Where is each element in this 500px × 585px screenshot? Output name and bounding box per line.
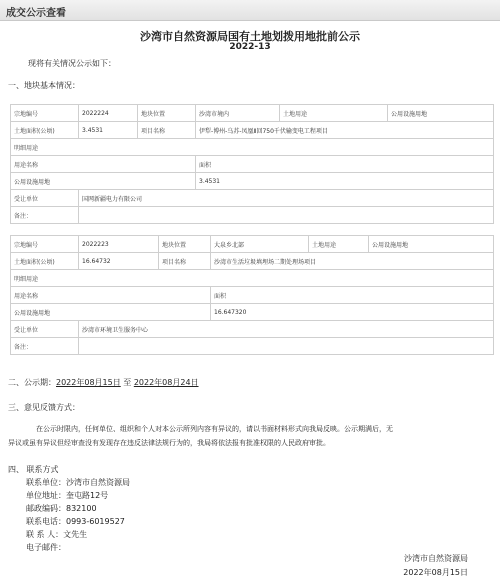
- table-row: [11, 190, 494, 207]
- parcel-location: 沙湾市境内: [196, 105, 280, 122]
- table-row: [11, 173, 494, 190]
- cell-label: 面积: [196, 156, 494, 173]
- detail-use: 公用设施用地: [11, 304, 211, 321]
- period-label: 二、公示期：: [8, 378, 56, 387]
- table-row: [11, 270, 494, 287]
- cell-label: 项目名称: [138, 122, 196, 139]
- intro-text: 现将有关情况公示如下：: [28, 59, 116, 68]
- transferee-unit: 沙湾市环境卫生服务中心: [79, 321, 494, 338]
- detail-area: 16.647320: [211, 304, 494, 321]
- contact-label: 联系电话：: [26, 517, 66, 526]
- cell-label: 明细用途: [11, 270, 494, 287]
- cell-label: 受让单位: [11, 321, 79, 338]
- document-number: 2022-13: [229, 42, 271, 52]
- contact-unit: [26, 477, 130, 488]
- cell-label: 项目名称: [159, 253, 211, 270]
- parcel-number: 2022223: [79, 236, 159, 253]
- contact-value: 0993-6019527: [66, 517, 125, 526]
- cell-label: 地块位置: [159, 236, 211, 253]
- table-row: [11, 321, 494, 338]
- section-3-heading: 三、意见反馈方式：: [8, 403, 80, 412]
- cell-label: 土地面积(公顷): [11, 253, 79, 270]
- cell-label: 备注：: [11, 207, 79, 224]
- contact-label: 邮政编码：: [26, 504, 66, 513]
- section-1-heading: 一、地块基本情况：: [8, 81, 80, 90]
- note-value: [79, 207, 494, 224]
- parcel-use: 公用设施用地: [388, 105, 494, 122]
- signature-date: 2022年08月15日: [403, 568, 468, 577]
- cell-label: 地块位置: [138, 105, 196, 122]
- cell-label: 受让单位: [11, 190, 79, 207]
- detail-area: 3.4531: [196, 173, 494, 190]
- contact-value: 沙湾市自然资源局: [66, 478, 130, 487]
- period-to: 至: [123, 378, 132, 387]
- parcel-number: 2022224: [79, 105, 138, 122]
- cell-label: 面积: [211, 287, 494, 304]
- signature-org: 沙湾市自然资源局: [404, 554, 468, 563]
- parcel-use: 公用设施用地: [369, 236, 494, 253]
- cell-label: 用途名称: [11, 287, 211, 304]
- contact-value: 832100: [66, 504, 97, 513]
- transferee-unit: 国网新疆电力有限公司: [79, 190, 494, 207]
- parcel-table-1: [10, 104, 494, 224]
- contact-postcode: [26, 503, 97, 514]
- cell-label: 明细用途: [11, 139, 494, 156]
- cell-label: 土地面积(公顷): [11, 122, 79, 139]
- table-row: [11, 105, 494, 122]
- parcel-area: 3.4531: [79, 122, 138, 139]
- contact-value: 奎屯路12号: [66, 491, 109, 500]
- table-row: [11, 236, 494, 253]
- table-row: [11, 156, 494, 173]
- cell-label: 宗地编号: [11, 105, 79, 122]
- cell-label: 土地用途: [309, 236, 369, 253]
- table-row: [11, 139, 494, 156]
- parcel-area: 16.64732: [79, 253, 159, 270]
- cell-label: 用途名称: [11, 156, 196, 173]
- contact-label: 联 系 人：: [26, 530, 64, 539]
- detail-use: 公用设施用地: [11, 173, 196, 190]
- header-title: 成交公示查看: [6, 8, 66, 19]
- table-row: [11, 122, 494, 139]
- table-row: [11, 287, 494, 304]
- table-row: [11, 338, 494, 355]
- table-row: [11, 304, 494, 321]
- period-start: 2022年08月15日: [56, 378, 121, 387]
- cell-label: 宗地编号: [11, 236, 79, 253]
- contact-phone: [26, 516, 125, 527]
- cell-label: 土地用途: [280, 105, 388, 122]
- table-row: [11, 253, 494, 270]
- project-name: 沙湾市生活垃圾填埋场二期处理场项目: [211, 253, 494, 270]
- table-row: [11, 207, 494, 224]
- project-name: 伊犁-博州-乌苏-凤凰Ⅱ回750千伏输变电工程项目: [196, 122, 494, 139]
- parcel-location: 大泉乡北部: [211, 236, 309, 253]
- period-end: 2022年08月24日: [133, 378, 199, 387]
- document-title: 沙湾市自然资源局国有土地划拨用地批前公示: [140, 30, 360, 43]
- feedback-text-line1: 在公示时限内，任何单位、组织和个人对本公示所列内容有异议的，请以书面材料形式向我局反映。公示期满后，无: [36, 425, 393, 433]
- contact-label: 电子邮件：: [26, 543, 66, 552]
- contact-address: [26, 490, 108, 501]
- contact-email: [26, 542, 66, 553]
- feedback-text-line2: 异议或虽有异议但经审查没有发现存在违反法律法规行为的，我局将依法报有批准权限的人民政府审批。: [8, 439, 330, 447]
- section-4-heading: 四、 联系方式: [8, 465, 59, 474]
- cell-label: 备注：: [11, 338, 79, 355]
- contact-person: [26, 529, 87, 540]
- contact-label: 联系单位：: [26, 478, 66, 487]
- contact-label: 单位地址：: [26, 491, 66, 500]
- publicity-period: [8, 377, 199, 388]
- note-value: [79, 338, 494, 355]
- parcel-table-2: [10, 235, 494, 355]
- header-bar: [0, 0, 500, 21]
- contact-value: 文先生: [63, 530, 88, 539]
